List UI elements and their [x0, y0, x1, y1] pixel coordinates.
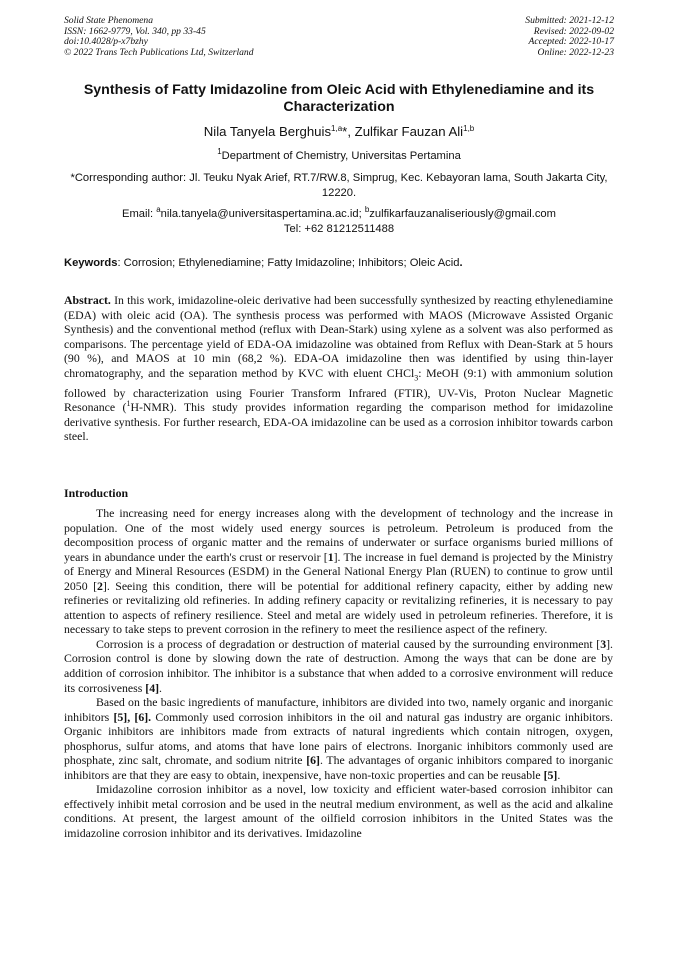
citation-5-6[interactable]: [5], [6].	[113, 709, 152, 724]
introduction-body	[64, 506, 613, 841]
author-2-affil: 1,b	[463, 124, 475, 133]
affiliation-text: Department of Chemistry, Universitas Pertamina	[221, 150, 461, 162]
paragraph-text: ]. Seeing this condition, there will be potential for additional refinery capacity, either by adding new refineries or revitalizing old refineries. In adding refinery capacity or revitalizing refineries, it is necessary to pay attention to aspects of refinery resilience. Steel and metal are widely used in petroleum refineries. Therefore, it is necessary to take steps to prevent corrosion in the refinery to meet the resilience aspect of the refinery.	[64, 578, 613, 637]
online-date: Online: 2022-12-23	[537, 46, 614, 58]
paragraph-text: ]. The increase in fuel demand is projected by the Ministry of Energy and Mineral Resources (ESDM) in the General National Energy Plan (RUEN) to continue to grow until 2050 [	[64, 549, 613, 593]
paragraph-text: ]. Corrosion control is done by slowing down the rate of destruction. Among the ways that can be done are by addition of corrosion inhibitor. The inhibitor is a substance that when added to a corrosive environment will reduce its corrosiveness	[64, 636, 613, 695]
superscript-1: 1	[126, 399, 131, 409]
intro-paragraph-4: Imidazoline corrosion inhibitor as a novel, low toxicity and efficient water-based corrosion inhibitor can effectively inhibit metal corrosion and be used in the neutral medium environment, as well as the acid and alkaline conditions. At present, the largest amount of the oilfield corrosion inhibitors in the United States was the imidazoline corrosion inhibitor and its derivatives. Imidazoline	[64, 782, 613, 841]
introduction-heading: Introduction	[64, 486, 129, 500]
abstract	[64, 293, 613, 444]
author-2: Zulfikar Fauzan Ali	[354, 124, 464, 139]
email-line	[40, 207, 638, 222]
affiliation-number: 1	[217, 147, 222, 156]
citation-1[interactable]: 1	[327, 549, 334, 564]
keywords-label: Keywords	[64, 257, 118, 269]
email-a-link[interactable]: nila.tanyela@universitaspertamina.ac.id;	[160, 208, 365, 220]
submitted-date: Submitted: 2021-12-12	[525, 15, 614, 26]
author-1-affil: 1,a	[331, 124, 343, 133]
paragraph-text: The increasing need for energy increases along with the development of technology and the increase in population. One of the most widely used energy sources is petroleum. Petroleum is produced from the decomposition process of organic matter and the remains of underwater or surface organisms buried millions of years in abundance under the earth's crust or reservoir [	[64, 506, 613, 564]
revised-date: Revised: 2022-09-02	[533, 25, 614, 37]
paragraph-text: .	[557, 767, 561, 782]
journal-info	[64, 16, 254, 58]
doi: doi:10.4028/p-x7bzhy	[64, 36, 148, 48]
author-1: Nila Tanyela Berghuis	[203, 124, 332, 139]
issn: ISSN: 1662-9779, Vol. 340, pp 33-45	[64, 25, 206, 37]
intro-paragraph-3	[64, 695, 613, 782]
abstract-text-1: In this work, imidazoline-oleic derivative had been successfully synthesized by reacting ethylenediamine (EDA) with oleic acid (OA). The synthesis process was performed with MAOS (Microwave Assisted Organic Synthesis) and the conventional method (reflux with Dean-Stark) using xylene as a solvent was also performed as comparisons. The percentage yield of EDA-OA imidazoline was obtained from Reflux with Dean-Stark at 5 hours (90 %), and MAOS at 10 min (68,2 %). EDA-OA imidazoline then was identified by using thin-layer chromatography, and the separation method by KVC with eluent CHCl	[64, 293, 613, 380]
keywords-text: : Corrosion; Ethylenediamine; Fatty Imidazoline; Inhibitors; Oleic Acid	[117, 257, 460, 269]
keywords	[64, 257, 624, 269]
paragraph-text: Based on the basic ingredients of manufacture, inhibitors are divided into two, namely organic and inorganic inhibitors	[64, 695, 613, 724]
contact-block	[40, 207, 638, 236]
citation-4[interactable]: [4]	[145, 680, 160, 695]
accepted-date: Accepted: 2022-10-17	[528, 36, 614, 48]
email-b-mark: b	[364, 205, 370, 214]
paragraph-text: Corrosion is a process of degradation or destruction of material caused by the surrounding environment [	[96, 636, 601, 651]
email-label: Email:	[122, 208, 157, 220]
journal-name: Solid State Phenomena	[64, 15, 153, 26]
abstract-text-2: : MeOH (9:1) with ammonium solution followed by characterization using Fourier Transform Infrared (FTIR), UV-Vis, Proton Nuclear Magnetic Resonance (	[64, 365, 613, 415]
corresponding-mark: *	[342, 124, 348, 139]
intro-paragraph-2	[64, 637, 613, 695]
citation-3[interactable]: 3	[600, 636, 607, 651]
citation-2[interactable]: 2	[97, 578, 103, 593]
intro-paragraph-1	[64, 506, 613, 637]
author-line	[40, 124, 638, 139]
keywords-end: .	[459, 257, 463, 269]
subscript-3: 3	[414, 373, 419, 383]
abstract-text-3: H-NMR). This study provides information regarding the comparison method for imidazoline derivative synthesis. For further research, EDA-OA imidazoline can be used as a corrosion inhibitor towards carbon steel.	[64, 400, 613, 444]
copyright: © 2022 Trans Tech Publications Ltd, Switzerland	[64, 46, 254, 58]
paper-title: Synthesis of Fatty Imidazoline from Oleic Acid with Ethylenediamine and its Characterization	[83, 82, 595, 115]
abstract-label: Abstract.	[64, 293, 111, 307]
paragraph-text: . The advantages of organic inhibitors compared to inorganic inhibitors are that they are easy to obtain, inexpensive, have non-toxic properties and can be reusable	[64, 753, 613, 782]
citation-5[interactable]: [5]	[543, 767, 558, 782]
affiliation	[40, 147, 638, 162]
paragraph-text: .	[159, 680, 162, 695]
email-a-mark: a	[156, 205, 161, 214]
citation-6[interactable]: [6]	[306, 753, 320, 768]
paragraph-text: Commonly used corrosion inhibitors in the oil and natural gas industry are organic inhibitors. Organic inhibitors are inhibitors made from extracts of natural ingredients which contain nitrogen, oxygen, phosphorus, sulfur atoms, and atoms that have lone pairs of electrons. Inorganic inhibitors commonly used are phosphate, zinc salt, chromate, and sodium nitrite	[64, 709, 613, 768]
author-separator: ,	[347, 124, 355, 139]
corresponding-address: *Corresponding author: Jl. Teuku Nyak Arief, RT.7/RW.8, Simprug, Kec. Kebayoran lama, South Jakarta City, 12220.	[70, 172, 608, 199]
telephone: Tel: +62 81212511488	[283, 222, 395, 235]
dates-info	[525, 16, 614, 58]
email-b-link[interactable]: zulfikarfauzanaliseriously@gmail.com	[369, 208, 556, 220]
